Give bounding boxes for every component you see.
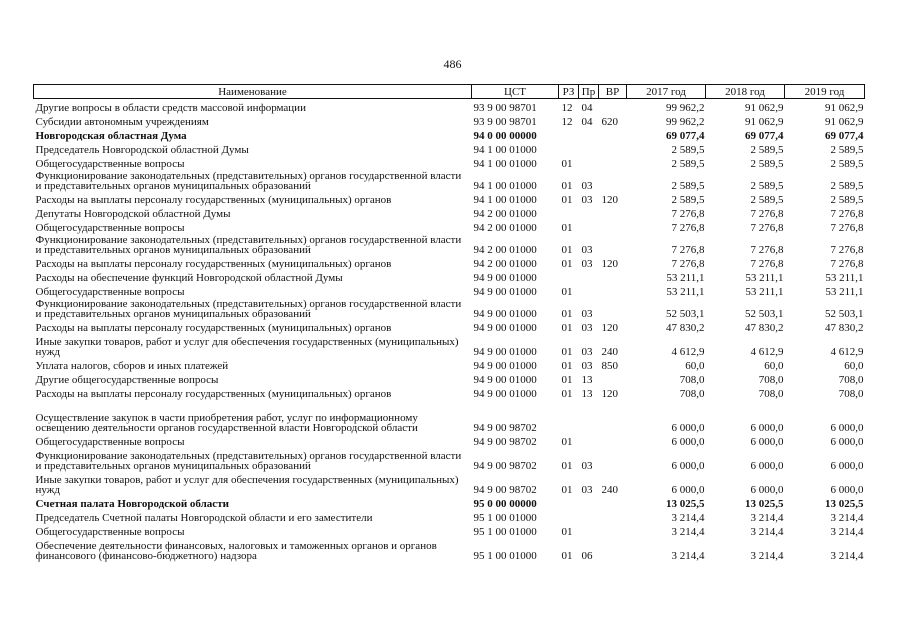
cell-vr: [599, 283, 627, 297]
cell-pr: [579, 399, 599, 433]
cell-name: Другие вопросы в области средств массовой информации: [35, 101, 306, 114]
cell-rz: 01: [561, 243, 573, 256]
cell-rz: 01: [561, 157, 573, 170]
cell-y2017: 2 589,5: [671, 193, 705, 206]
cell-pr: 03: [581, 179, 593, 192]
cell-pr: 04: [581, 115, 593, 128]
cell-rz: [559, 495, 579, 509]
cell-y2019: 6 000,0: [830, 435, 864, 448]
cell-vr: 120: [601, 257, 618, 270]
table-header-row: [34, 85, 865, 99]
cell-vr: [599, 537, 627, 561]
cell-y2017: 6 000,0: [671, 421, 705, 434]
cell-y2019: 4 612,9: [830, 345, 864, 358]
header-cst: ЦСТ: [472, 85, 559, 99]
table-row: [34, 495, 865, 509]
cell-y2018: 3 214,4: [750, 525, 784, 538]
header-vr: ВР: [599, 85, 627, 99]
cell-vr: [599, 219, 627, 233]
cell-name: Расходы на выплаты персоналу государственных (муниципальных) органов: [35, 257, 392, 270]
cell-rz: [559, 269, 579, 283]
cell-cst: 94 9 00 98702: [473, 421, 537, 434]
cell-rz: 12: [561, 101, 573, 114]
cell-rz: 01: [561, 179, 573, 192]
cell-pr: [579, 283, 599, 297]
cell-name: Общегосударственные вопросы: [35, 157, 185, 170]
cell-y2017: 7 276,8: [671, 207, 705, 220]
cell-y2018: 7 276,8: [750, 221, 784, 234]
cell-y2017: 708,0: [679, 373, 705, 386]
cell-y2019: 3 214,4: [830, 525, 864, 538]
cell-cst: 94 0 00 00000: [473, 129, 537, 142]
cell-name: Субсидии автономным учреждениям: [35, 115, 209, 128]
cell-pr: 03: [581, 483, 593, 496]
table-row: [34, 233, 865, 255]
cell-cst: 94 9 00 01000: [473, 285, 537, 298]
cell-name: Уплата налогов, сборов и иных платежей: [35, 359, 229, 372]
cell-y2018: 13 025,5: [745, 497, 784, 510]
cell-name: Счетная палата Новгородской области: [35, 497, 229, 510]
cell-y2019: 2 589,5: [830, 179, 864, 192]
cell-y2018: 4 612,9: [750, 345, 784, 358]
cell-y2018: 60,0: [764, 359, 784, 372]
cell-cst: 94 9 00 01000: [473, 307, 537, 320]
cell-cst: 94 9 00 98702: [473, 459, 537, 472]
cell-cst: 94 2 00 01000: [473, 221, 537, 234]
cell-y2018: 91 062,9: [745, 115, 784, 128]
cell-cst: 95 1 00 01000: [473, 549, 537, 562]
cell-y2019: 6 000,0: [830, 459, 864, 472]
cell-y2018: 7 276,8: [750, 257, 784, 270]
cell-vr: [599, 141, 627, 155]
page-number: 486: [443, 57, 462, 71]
cell-rz: 01: [561, 373, 573, 386]
cell-name: Расходы на выплаты персоналу государственных (муниципальных) органов: [35, 193, 392, 206]
cell-y2019: 2 589,5: [830, 157, 864, 170]
cell-name: Общегосударственные вопросы: [35, 221, 185, 234]
table-row: [34, 219, 865, 233]
cell-pr: 13: [581, 387, 593, 400]
cell-pr: 03: [581, 193, 593, 206]
cell-y2017: 99 962,2: [666, 101, 705, 114]
cell-y2019: 7 276,8: [830, 221, 864, 234]
cell-y2018: 91 062,9: [745, 101, 784, 114]
cell-y2019: 708,0: [838, 373, 864, 386]
table-row: [34, 155, 865, 169]
cell-y2018: 7 276,8: [750, 243, 784, 256]
cell-y2018: 6 000,0: [750, 435, 784, 448]
cell-y2018: 6 000,0: [750, 421, 784, 434]
cell-y2017: 13 025,5: [666, 497, 705, 510]
table-row: [34, 205, 865, 219]
cell-name: Другие общегосударственные вопросы: [35, 373, 219, 386]
cell-y2018: 6 000,0: [750, 459, 784, 472]
cell-pr: 03: [581, 257, 593, 270]
cell-rz: 01: [561, 483, 573, 496]
cell-cst: 93 9 00 98701: [473, 101, 537, 114]
cell-cst: 94 9 00 01000: [473, 373, 537, 386]
cell-y2018: 708,0: [758, 373, 784, 386]
cell-cst: 94 9 00 01000: [473, 359, 537, 372]
cell-pr: 03: [581, 359, 593, 372]
cell-rz: 01: [561, 345, 573, 358]
cell-y2017: 3 214,4: [671, 549, 705, 562]
cell-y2019: 3 214,4: [830, 549, 864, 562]
cell-pr: 03: [581, 321, 593, 334]
table-row: [34, 357, 865, 371]
cell-name: Новгородская областная Дума: [35, 129, 187, 142]
cell-y2017: 60,0: [685, 359, 705, 372]
cell-vr: 240: [601, 345, 618, 358]
table-row: [34, 471, 865, 495]
cell-name: Председатель Счетной палаты Новгородской области и его заместители: [35, 511, 373, 524]
cell-vr: [599, 509, 627, 523]
cell-name: Функционирование законодательных (представительных) органов государственной власти и представительных органов муниципальных образований: [35, 233, 462, 256]
cell-y2018: 2 589,5: [750, 179, 784, 192]
cell-y2017: 2 589,5: [671, 143, 705, 156]
cell-name: Расходы на обеспечение функций Новгородской областной Думы: [35, 271, 343, 284]
cell-vr: [599, 371, 627, 385]
table-row: [34, 523, 865, 537]
cell-rz: 01: [561, 257, 573, 270]
table-row: [34, 191, 865, 205]
cell-y2019: 47 830,2: [825, 321, 864, 334]
cell-rz: 12: [561, 115, 573, 128]
cell-y2019: 91 062,9: [825, 101, 864, 114]
cell-name: Функционирование законодательных (представительных) органов государственной власти и представительных органов муниципальных образований: [35, 449, 462, 472]
cell-y2017: 6 000,0: [671, 483, 705, 496]
cell-pr: [579, 495, 599, 509]
cell-y2017: 4 612,9: [671, 345, 705, 358]
cell-cst: 94 9 00 98702: [473, 483, 537, 496]
cell-pr: [579, 205, 599, 219]
table-row: [34, 333, 865, 357]
cell-pr: [579, 219, 599, 233]
cell-vr: [599, 155, 627, 169]
cell-y2019: 2 589,5: [830, 143, 864, 156]
cell-cst: 94 1 00 01000: [473, 157, 537, 170]
table-row: [34, 99, 865, 113]
cell-y2018: 69 077,4: [745, 129, 784, 142]
cell-y2018: 708,0: [758, 387, 784, 400]
table-row: [34, 447, 865, 471]
cell-rz: 01: [561, 387, 573, 400]
table-row: [34, 385, 865, 399]
cell-y2018: 2 589,5: [750, 193, 784, 206]
table-row: [34, 371, 865, 385]
table-body: [34, 99, 865, 561]
cell-rz: 01: [561, 193, 573, 206]
cell-pr: 04: [581, 101, 593, 114]
cell-y2019: 7 276,8: [830, 243, 864, 256]
cell-name: Функционирование законодательных (представительных) органов государственной власти и представительных органов муниципальных образований: [35, 169, 462, 192]
cell-vr: [599, 399, 627, 433]
cell-y2018: 7 276,8: [750, 207, 784, 220]
cell-rz: 01: [561, 307, 573, 320]
cell-cst: 94 1 00 01000: [473, 179, 537, 192]
cell-vr: 850: [601, 359, 618, 372]
cell-y2019: 13 025,5: [825, 497, 864, 510]
cell-y2018: 53 211,1: [745, 271, 784, 284]
cell-cst: 94 9 00 01000: [473, 321, 537, 334]
cell-name: Общегосударственные вопросы: [35, 435, 185, 448]
cell-cst: 94 1 00 01000: [473, 193, 537, 206]
header-2019: 2019 год: [785, 85, 865, 99]
cell-rz: [559, 141, 579, 155]
cell-pr: 13: [581, 373, 593, 386]
cell-rz: [559, 205, 579, 219]
cell-cst: 94 9 00 01000: [473, 271, 537, 284]
table-row: [34, 255, 865, 269]
cell-cst: 94 2 00 01000: [473, 207, 537, 220]
table-row: [34, 141, 865, 155]
table-row: [34, 399, 865, 433]
cell-y2017: 53 211,1: [666, 285, 705, 298]
cell-vr: [599, 269, 627, 283]
cell-rz: 01: [561, 435, 573, 448]
cell-y2017: 7 276,8: [671, 221, 705, 234]
header-pr: Пр: [579, 85, 599, 99]
cell-cst: 94 1 00 01000: [473, 143, 537, 156]
cell-y2019: 6 000,0: [830, 421, 864, 434]
table-row: [34, 283, 865, 297]
cell-pr: [579, 509, 599, 523]
cell-name: Общегосударственные вопросы: [35, 525, 185, 538]
cell-y2018: 2 589,5: [750, 143, 784, 156]
header-rz: РЗ: [559, 85, 579, 99]
cell-y2019: 69 077,4: [825, 129, 864, 142]
cell-cst: 94 9 00 01000: [473, 387, 537, 400]
cell-pr: [579, 523, 599, 537]
cell-pr: 03: [581, 243, 593, 256]
cell-y2019: 3 214,4: [830, 511, 864, 524]
cell-rz: 01: [561, 221, 573, 234]
cell-y2019: 60,0: [844, 359, 864, 372]
cell-y2019: 6 000,0: [830, 483, 864, 496]
cell-y2017: 52 503,1: [666, 307, 705, 320]
cell-pr: [579, 269, 599, 283]
cell-y2019: 52 503,1: [825, 307, 864, 320]
cell-vr: [599, 127, 627, 141]
cell-pr: 03: [581, 307, 593, 320]
cell-rz: [559, 127, 579, 141]
cell-cst: 94 9 00 01000: [473, 345, 537, 358]
cell-cst: 95 1 00 01000: [473, 525, 537, 538]
cell-y2017: 7 276,8: [671, 257, 705, 270]
header-name: Наименование: [34, 85, 472, 99]
cell-vr: [599, 297, 627, 319]
cell-y2017: 2 589,5: [671, 157, 705, 170]
cell-pr: 03: [581, 459, 593, 472]
cell-y2017: 47 830,2: [666, 321, 705, 334]
cell-y2018: 6 000,0: [750, 483, 784, 496]
cell-rz: 01: [561, 525, 573, 538]
cell-pr: [579, 433, 599, 447]
cell-vr: [599, 523, 627, 537]
cell-name: Обеспечение деятельности финансовых, налоговых и таможенных органов и органов финансового (финансово-бюджетного) надзора: [35, 539, 437, 562]
cell-name: Иные закупки товаров, работ и услуг для обеспечения государственных (муниципальных) нужд: [35, 473, 459, 496]
cell-rz: 01: [561, 285, 573, 298]
cell-vr: [599, 169, 627, 191]
cell-y2018: 52 503,1: [745, 307, 784, 320]
cell-y2017: 3 214,4: [671, 525, 705, 538]
cell-name: Общегосударственные вопросы: [35, 285, 185, 298]
cell-y2019: 91 062,9: [825, 115, 864, 128]
cell-cst: 95 0 00 00000: [473, 497, 537, 510]
table-row: [34, 113, 865, 127]
cell-vr: 120: [601, 193, 618, 206]
cell-y2017: 6 000,0: [671, 459, 705, 472]
budget-table: [33, 84, 865, 561]
cell-pr: [579, 141, 599, 155]
cell-name: Расходы на выплаты персоналу государственных (муниципальных) органов: [35, 321, 392, 334]
cell-rz: 01: [561, 359, 573, 372]
header-2017: 2017 год: [627, 85, 706, 99]
cell-vr: [599, 447, 627, 471]
cell-vr: 240: [601, 483, 618, 496]
cell-y2018: 53 211,1: [745, 285, 784, 298]
cell-y2018: 3 214,4: [750, 511, 784, 524]
cell-y2019: 53 211,1: [825, 271, 864, 284]
table-row: [34, 433, 865, 447]
cell-name: Функционирование законодательных (представительных) органов государственной власти и представительных органов муниципальных образований: [35, 297, 462, 320]
cell-y2019: 708,0: [838, 387, 864, 400]
cell-vr: 120: [601, 321, 618, 334]
cell-y2017: 7 276,8: [671, 243, 705, 256]
cell-y2018: 2 589,5: [750, 157, 784, 170]
cell-y2017: 69 077,4: [666, 129, 705, 142]
cell-pr: [579, 127, 599, 141]
table-row: [34, 509, 865, 523]
cell-y2018: 3 214,4: [750, 549, 784, 562]
table-row: [34, 127, 865, 141]
cell-name: Председатель Новгородской областной Думы: [35, 143, 249, 156]
cell-y2017: 708,0: [679, 387, 705, 400]
cell-y2019: 7 276,8: [830, 207, 864, 220]
table-row: [34, 319, 865, 333]
cell-cst: 94 9 00 98702: [473, 435, 537, 448]
header-2018: 2018 год: [706, 85, 785, 99]
cell-y2017: 53 211,1: [666, 271, 705, 284]
cell-vr: [599, 233, 627, 255]
cell-y2017: 3 214,4: [671, 511, 705, 524]
cell-rz: 01: [561, 549, 573, 562]
table-row: [34, 297, 865, 319]
table-row: [34, 169, 865, 191]
cell-vr: [599, 495, 627, 509]
table-row: [34, 269, 865, 283]
cell-name: Депутаты Новгородской областной Думы: [35, 207, 231, 220]
cell-pr: 03: [581, 345, 593, 358]
cell-y2019: 2 589,5: [830, 193, 864, 206]
cell-cst: 93 9 00 98701: [473, 115, 537, 128]
cell-name: Иные закупки товаров, работ и услуг для обеспечения государственных (муниципальных) нужд: [35, 335, 459, 358]
cell-vr: [599, 205, 627, 219]
cell-y2017: 6 000,0: [671, 435, 705, 448]
cell-rz: 01: [561, 459, 573, 472]
cell-y2017: 2 589,5: [671, 179, 705, 192]
cell-rz: [559, 509, 579, 523]
cell-rz: 01: [561, 321, 573, 334]
cell-cst: 94 2 00 01000: [473, 257, 537, 270]
cell-pr: 06: [581, 549, 593, 562]
table-row: [34, 537, 865, 561]
cell-name: Расходы на выплаты персоналу государственных (муниципальных) органов: [35, 387, 392, 400]
cell-pr: [579, 155, 599, 169]
cell-vr: [599, 99, 627, 113]
cell-vr: 120: [601, 387, 618, 400]
cell-rz: [559, 399, 579, 433]
cell-y2019: 7 276,8: [830, 257, 864, 270]
cell-cst: 94 2 00 01000: [473, 243, 537, 256]
cell-y2019: 53 211,1: [825, 285, 864, 298]
cell-vr: 620: [601, 115, 618, 128]
cell-y2018: 47 830,2: [745, 321, 784, 334]
cell-name: Осуществление закупок в части приобретения работ, услуг по информационному освещению деятельности органов государственной власти Новгородской области: [35, 411, 418, 434]
cell-cst: 95 1 00 01000: [473, 511, 537, 524]
cell-y2017: 99 962,2: [666, 115, 705, 128]
cell-vr: [599, 433, 627, 447]
